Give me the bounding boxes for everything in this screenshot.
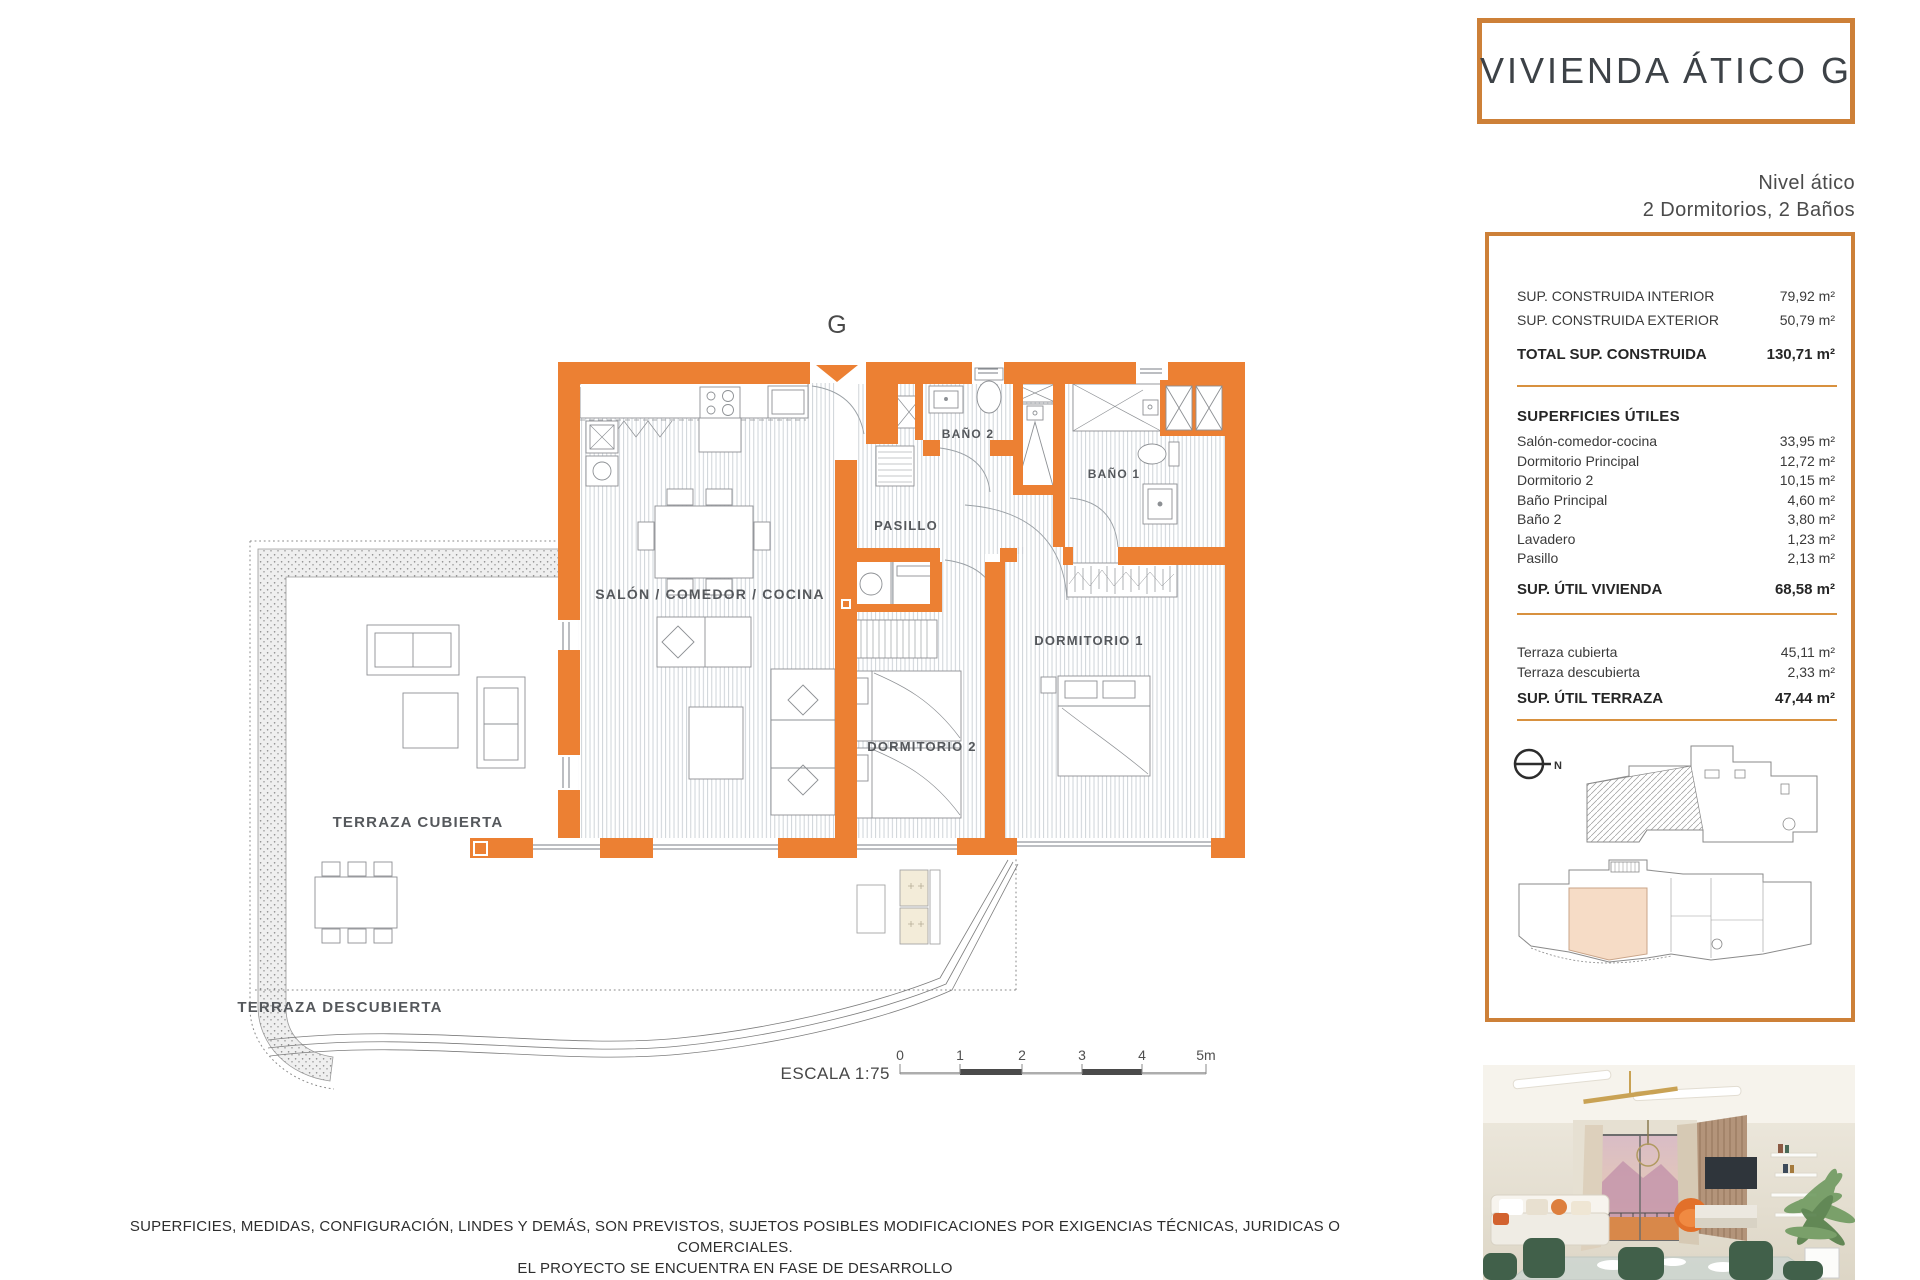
built-exterior-row — [1517, 312, 1835, 328]
subtitle — [1477, 170, 1855, 224]
terraza-cubierta-label: TERRAZA CUBIERTA — [332, 814, 504, 831]
row-value: 130,71 m² — [1766, 346, 1835, 363]
page-title: VIVIENDA ÁTICO G — [1479, 50, 1853, 91]
useful-title: SUPERFICIES ÚTILES — [1517, 408, 1680, 425]
row-label: SUP. ÚTIL TERRAZA — [1517, 690, 1664, 707]
scale-tick-5: 5m — [1196, 1047, 1216, 1063]
useful-row — [1517, 531, 1835, 547]
built-interior-row — [1517, 288, 1835, 304]
scale-tick-0: 0 — [896, 1047, 904, 1063]
useful-row — [1517, 511, 1835, 527]
useful-row — [1517, 433, 1835, 449]
terrace-lounge-furniture — [367, 625, 525, 768]
useful-row — [1517, 550, 1835, 566]
key-plan-roof — [1587, 746, 1817, 842]
row-label: Pasillo — [1517, 550, 1559, 566]
disclaimer — [85, 1216, 1385, 1279]
highlighted-unit — [1569, 888, 1647, 960]
row-value: 45,11 m² — [1780, 644, 1835, 660]
divider — [1517, 613, 1837, 615]
row-value: 2,13 m² — [1787, 550, 1835, 566]
dorm2-label: DORMITORIO 2 — [867, 739, 977, 754]
disclaimer-line1: SUPERFICIES, MEDIDAS, CONFIGURACIÓN, LINDES Y DEMÁS, SON PREVISTOS, SUJETOS POSIBLES MODIFICACIONES POR EXIGENCIAS TÉCNICAS, JURIDICAS O COMERCIALES. — [129, 1218, 1341, 1256]
useful-row — [1517, 492, 1835, 508]
row-label: Dormitorio Principal — [1517, 452, 1640, 469]
row-value: 2,33 m² — [1787, 664, 1835, 680]
row-value: 79,92 m² — [1779, 288, 1835, 304]
interior-photo — [1483, 1065, 1855, 1280]
row-value: 4,60 m² — [1787, 491, 1835, 508]
scale-bar — [781, 1047, 1216, 1083]
row-label: Salón-comedor-cocina — [1517, 433, 1658, 449]
entrance-arrow-icon — [816, 365, 858, 382]
terrace-planters — [857, 870, 940, 944]
terrace-row — [1517, 644, 1835, 660]
dorm1-label: DORMITORIO 1 — [1034, 633, 1144, 648]
row-label: TOTAL SUP. CONSTRUIDA — [1517, 346, 1707, 363]
built-total-row — [1517, 346, 1835, 363]
row-label: Lavadero — [1517, 530, 1576, 547]
divider — [1517, 385, 1837, 387]
row-label: Dormitorio 2 — [1517, 472, 1594, 488]
row-value: 1,23 m² — [1787, 530, 1835, 547]
row-value: 3,80 m² — [1787, 511, 1835, 527]
row-label: SUP. CONSTRUIDA INTERIOR — [1517, 288, 1715, 304]
scale-label: ESCALA 1:75 — [780, 1064, 890, 1083]
row-label: Terraza descubierta — [1517, 664, 1640, 680]
row-label: Baño Principal — [1517, 491, 1608, 508]
row-label: SUP. ÚTIL VIVIENDA — [1517, 581, 1663, 598]
bano1-label: BAÑO 1 — [1087, 467, 1141, 481]
row-value: 33,95 m² — [1779, 433, 1835, 449]
useful-total-row — [1517, 581, 1835, 598]
terrace-row — [1517, 664, 1835, 680]
title-box — [1477, 18, 1855, 124]
row-label: Terraza cubierta — [1517, 644, 1618, 660]
row-value: 68,58 m² — [1774, 581, 1835, 598]
row-value: 47,44 m² — [1774, 690, 1835, 707]
disclaimer-line2: EL PROYECTO SE ENCUENTRA EN FASE DE DESARROLLO — [517, 1260, 953, 1277]
useful-row — [1517, 453, 1835, 469]
scale-tick-4: 4 — [1138, 1047, 1146, 1063]
row-value: 50,79 m² — [1779, 312, 1835, 328]
north-compass-icon — [1515, 750, 1562, 778]
scale-tick-2: 2 — [1018, 1047, 1026, 1063]
row-label: Baño 2 — [1517, 511, 1562, 527]
terrace-total-row — [1517, 690, 1835, 707]
unit-letter-label: G — [827, 311, 847, 339]
row-value: 10,15 m² — [1779, 472, 1835, 488]
row-label: SUP. CONSTRUIDA EXTERIOR — [1517, 312, 1720, 328]
level-label: Nivel ático — [1758, 172, 1855, 194]
config-label: 2 Dormitorios, 2 Baños — [1642, 199, 1855, 221]
terraza-descubierta-label: TERRAZA DESCUBIERTA — [237, 999, 443, 1016]
surface-data-panel — [1485, 232, 1855, 1022]
row-value: 12,72 m² — [1779, 452, 1835, 469]
pasillo-label: PASILLO — [874, 518, 938, 533]
terrace-dining-set — [315, 862, 397, 943]
bano2-label: BAÑO 2 — [941, 427, 995, 441]
key-plans — [1507, 738, 1843, 1010]
scale-tick-1: 1 — [956, 1047, 964, 1063]
scale-tick-3: 3 — [1078, 1047, 1086, 1063]
divider — [1517, 719, 1837, 721]
salon-label: SALÓN / COMEDOR / COCINA — [595, 586, 825, 602]
key-plan-atico — [1519, 860, 1811, 963]
compass-n-label: N — [1554, 760, 1562, 772]
useful-row — [1517, 472, 1835, 488]
